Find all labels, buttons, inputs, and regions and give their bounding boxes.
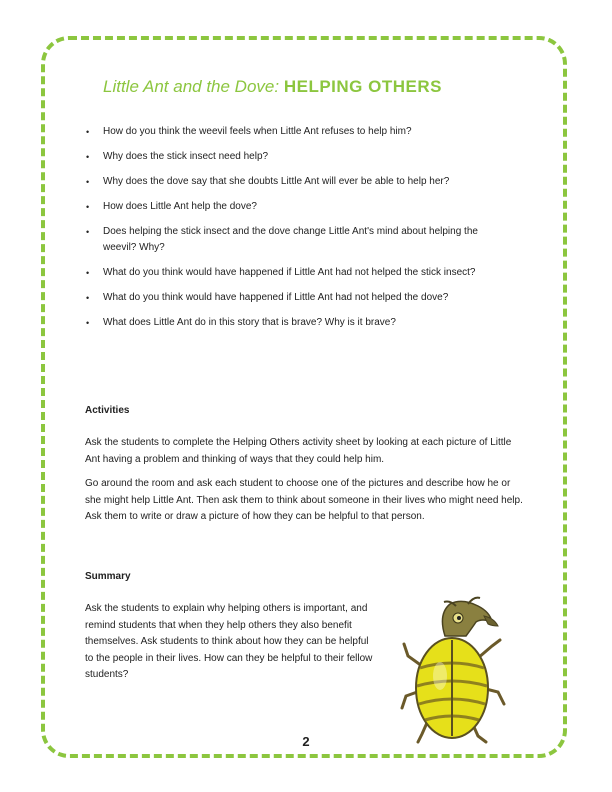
weevil-illustration-icon xyxy=(400,596,510,746)
discussion-questions-list xyxy=(86,124,506,340)
page-number: 2 xyxy=(302,734,310,749)
question-item: • Why does the stick insect need help? xyxy=(86,149,506,165)
activities-paragraph-2: Go around the room and ask each student to choose one of the pictures and describe how he or she might help Little Ant. Then ask them to think about someone in their lives who might need help. Ask them to write or draw a picture of how they can be helpful to that person. xyxy=(85,478,523,522)
question-item: • How do you think the weevil feels when Little Ant refuses to help him? xyxy=(86,124,506,140)
summary-paragraph: Ask the students to explain why helping others is important, and remind students that when they help others they also benefit themselves. Ask students to think about how they can be helpful to the people in their lives. How can they be helpful to their fellow students? xyxy=(85,603,373,680)
question-item: • How does Little Ant help the dove? xyxy=(86,199,506,215)
page-title xyxy=(103,76,442,98)
summary-heading: Summary xyxy=(85,571,131,582)
title-theme: HELPING OTHERS xyxy=(283,77,442,96)
question-item: • What does Little Ant do in this story that is brave? Why is it brave? xyxy=(86,315,506,331)
question-item: • Does helping the stick insect and the dove change Little Ant's mind about helping the weevil? Why? xyxy=(86,224,506,256)
question-item: • What do you think would have happened if Little Ant had not helped the stick insect? xyxy=(86,265,506,281)
activities-paragraph-1: Ask the students to complete the Helping Others activity sheet by looking at each picture of Little Ant having a problem and thinking of ways that they could help him. xyxy=(85,437,512,465)
activities-heading: Activities xyxy=(85,405,130,416)
title-story-name: Little Ant and the Dove: xyxy=(103,77,284,96)
question-item: • What do you think would have happened if Little Ant had not helped the dove? xyxy=(86,290,506,306)
question-item: • Why does the dove say that she doubts Little Ant will ever be able to help her? xyxy=(86,174,506,190)
